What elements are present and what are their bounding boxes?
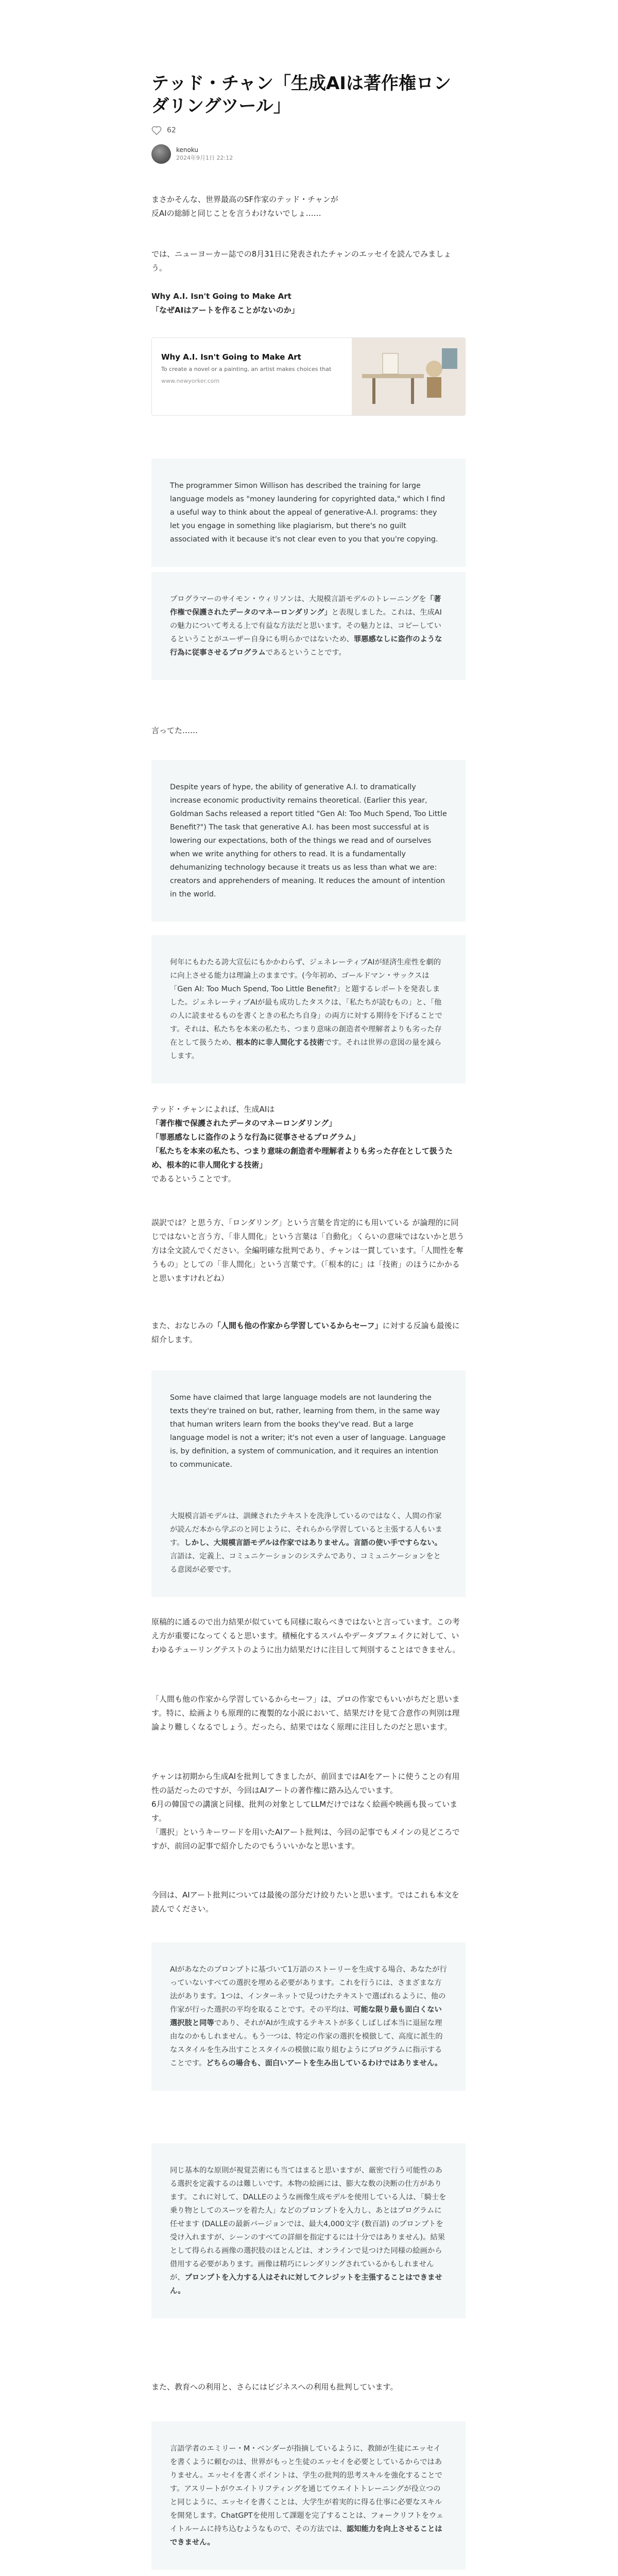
publish-date: 2024年9月1日 22:12 <box>176 155 233 161</box>
paragraph-2-part1: また、おなじみの <box>151 1321 214 1330</box>
summary-item-1: 「著作権で保護されたデータのマネーロンダリング」 <box>151 1118 337 1128</box>
quote-3-ja-part2: 言語は、定義上、コミュニケーションのシステムであり、コミュニケーションをとる意図が必要です。 <box>170 1552 441 1574</box>
like-count: 62 <box>167 126 176 134</box>
quote-4-part1: AIがあなたのプロンプトに基づいて1万語のストーリーを生成する場合、あなたが行っていないすべての選択を埋める必要があります。これを行うには、さまざまな方法があります。1つは、インターネットで見つけたテキストで選ばれるように、他の作家が行った選択の平均を取ることです。その平均は、 <box>170 1965 447 2014</box>
paragraph-6: 今回は、AIアート批判については最後の部分だけ絞りたいと思います。ではこれも本文を読んでください。 <box>151 1890 459 1913</box>
essay-title-en: Why A.I. Isn't Going to Make Art <box>151 292 291 301</box>
quote-4-bold1: 可能な限り最も面白くない選択肢と同等 <box>170 2006 442 2027</box>
summary-item-2: 「罪悪感なしに盗作のような行為に従事させるプログラム」 <box>151 1132 360 1142</box>
summary-item-3: 「私たちを本来の私たち、つまり意味の創造者や理解者よりも劣った存在として扱うため、根本的に非人間化する技術」 <box>151 1146 453 1170</box>
intro-line-2: 反AIの総師と同じことを言うわけないでしょ…… <box>151 209 321 218</box>
quote-2-ja <box>151 935 466 1083</box>
summary-tail: であるということです。 <box>151 1174 236 1183</box>
quote-2-ja-bold: 根本的に非人間化する技術 <box>236 1039 324 1047</box>
paragraph-3: 原稿的に通るので出力結果が似ていても同様に取らべきではないと言っています。この考え方が重要になってくると思います。積極化するスパムやデータブフェイクに対して、いわゆるチューリングテストのように出力結果だけに注目して判別することはできません。 <box>151 1617 460 1654</box>
quote-3-ja-bold: しかし、大規模言語モデルは作家ではありません。言語の使い手ですらない。 <box>184 1539 442 1547</box>
summary-block <box>151 1103 466 1186</box>
paragraph-5: チャンは初期から生成AIを批判してきましたが、前回まではAIをアートに使うことの有用性の話だったのですが、今回はAIアートの著作権に踏み込んでいます。 6月の韓国での講演と同様、批判の対象としてLLMだけではなく絵画や映画も扱っています。 「選択」というキーワードを用いたAIアート批判は、今回の記事でもメインの見どころですが、前回の記事で紹介したのでもういいかなと思います。 <box>151 1772 460 1851</box>
link-card-url: www.newyorker.com <box>161 378 220 384</box>
quote-3-en <box>151 1370 466 1492</box>
quote-1-ja-bold1: 「著作権で保護されたデータのマネーロンダリング」 <box>170 595 441 617</box>
paragraph-2-part2: に対する反論も最後に紹介します。 <box>151 1321 460 1344</box>
quote-1-ja-part1: プログラマーのサイモン・ウィリソンは、大規模言語モデルのトレーニングを <box>170 595 426 603</box>
summary-lead: テッド・チャンによれば、生成AIは <box>151 1105 275 1114</box>
quote-2-ja-part1: 何年にもわたる誇大宣伝にもかかわらず、ジェネレーティブAIが経済生産性を劇的に向上させる能力は理論上のままです。(今年初め、ゴールドマン・サックスは「Gen AI: Too Much Spend, Too Little Benefit?」と題するレポートを発表しました。ジェネレーティブAIが最も成功したタスクは、「私たちが読むもの」と、「他の人に読ませるものを書くときの私たち自身」の両方に対する期待を下げることです。それは、私たちを本来の私たち、つまり意味の創造者や理解者よりも劣った存在として扱うため、 <box>170 958 442 1047</box>
quote-5 <box>151 2143 466 2318</box>
intro-line-1: まさかそんな、世界最高のSF作家のテッド・チャンが <box>151 195 338 204</box>
like-section <box>151 126 466 135</box>
quote-1-en-text: The programmer Simon Willison has described the training for large language models as "money laundering for copyrighted data," which I find a useful way to think about the appeal of generative-A.I. programs: they let you engage in something like plagiarism, but there's no guilt associated with it because it's not clear even to you that you're copying. <box>170 482 445 544</box>
quote-1-ja <box>151 572 466 680</box>
quote-3-ja-part1: 大規模言語モデルは、訓練されたテキストを洗浄しているのではなく、人間の作家が読んだ本から学ぶのと同じように、それらから学習していると主張する人もいます。 <box>170 1512 442 1547</box>
quote-2-ja-part2: です。それは世界の意図の量を減らします。 <box>170 1039 442 1060</box>
intro-line-3: では、ニューヨーカー誌での8月31日に発表されたチャンのエッセイを読んでみましょう。 <box>151 249 452 273</box>
link-card-thumbnail <box>352 338 465 415</box>
paragraph-7: また、教育への利用と、さらにはビジネスへの利用も批判しています。 <box>151 2382 398 2392</box>
link-card[interactable] <box>151 337 466 416</box>
author-name[interactable]: kenoku <box>176 146 199 154</box>
article-title: テッド・チャン「生成AIは著作権ロンダリングツール」 <box>151 73 451 116</box>
link-card-desc: To create a novel or a painting, an artist makes choices that <box>161 366 332 372</box>
quote-4-bold2: どちらの場合も、面白いアートを生み出しているわけではありません。 <box>206 2059 442 2067</box>
paragraph-4: 「人間も他の作家から学習しているからセーフ」は、プロの作家でもいいがちだと思います。特に、絵画よりも原理的に複製的な小説において、結果だけを見て合意作の判別は理論より難しくなるでしょう。だったら、結果ではなく原理に注目したのだと思います。 <box>151 1694 460 1732</box>
quote-6-bold: 認知能力を向上させることはできません。 <box>170 2525 442 2547</box>
quote-2-en <box>151 760 466 922</box>
link-card-title: Why A.I. Isn't Going to Make Art <box>161 352 301 362</box>
paragraph-1: 誤訳では？と思う方、「ロンダリング」という言葉を肯定的にも用いている が論理的に同じではないと言う方、「非人間化」という言葉は「自動化」くらいの意味ではないかと思う方は全文読んでください。全編明確な批判であり、チャンは一貫しています。「人間性を奪うもの」としての「非人間化」という言葉です。（「根本的に」は「技術」のほうにかかると思いますけれどね） <box>151 1218 465 1283</box>
quote-1-ja-part3: であるということです。 <box>265 649 346 657</box>
quote-1-ja-part2: と表現しました。これは、生成AIの魅力について考える上で有益な方法だと思います。その魅力とは、コピーしているということがユーザー自身にも明らかではないため、 <box>170 608 442 643</box>
essay-title-ja: 「なぜAIはアートを作ることがないのか」 <box>151 306 299 315</box>
quote-3-en-text: Some have claimed that large language models are not laundering the texts they're trained on but, rather, learning from them, in the same way that human writers learn from the books they've read. But a large language model is not a writer; it's not even a user of language. Language is, by definition, a system of communication, and it requires an intention to communicate. <box>170 1394 446 1469</box>
quote-6-part1: 言語学者のエミリー・M・ベンダーが指摘しているように、教師が生徒にエッセイを書くように頼むのは、世界がもっと生徒のエッセイを必要としているからではありません。エッセイを書くポイントは、学生の批判的思考スキルを強化することです。アスリートがウエイトリフティングを通じてウエイトトレーニングが役立つのと同じように、エッセイを書くことは、大学生が着実的に得る仕事に必要なスキルを開発します。ChatGPTを使用して課題を完了することは、フォークリフトをウェイトルームに持ち込むようなもので、その方法では、 <box>170 2445 444 2533</box>
heart-icon[interactable] <box>151 126 162 135</box>
author-block <box>151 144 466 164</box>
quote-5-bold: プロンプトを入力する人はそれに対してクレジットを主張することはできません。 <box>170 2274 442 2295</box>
also-said: 言ってた…… <box>151 726 198 735</box>
paragraph-2 <box>151 1319 466 1347</box>
quote-4 <box>151 1942 466 2091</box>
quote-4-part2: であり、それがAIが生成するテキストが多くしばしば本当に退屈な理由なのかもしれません。もう一つは、特定の作家の選択を模倣して、高度に派生的なスタイルを生み出すことスタイルの模倣に取り組むようにプログラムに指示することです。 <box>170 2019 443 2067</box>
avatar[interactable] <box>151 144 171 164</box>
quote-3-ja <box>151 1489 466 1597</box>
paragraph-2-bold: 「人間も他の作家から学習しているからセーフ」 <box>213 1321 383 1330</box>
quote-2-en-text: Despite years of hype, the ability of generative A.I. to dramatically increase economic productivity remains theoretical. (Earlier this year, Goldman Sachs released a report titled "Gen AI: Too Much Spend, Too Little Benefit?") The task that generative A.I. has been most successful at is lowering our expectations, both of the things we read and of ourselves when we write anything for others to read. It is a fundamentally dehumanizing technology because it treats us as less than what we are: creators and apprehenders of meaning. It reduces the amount of intention in the world. <box>170 783 447 899</box>
quote-1-ja-bold2: 罪悪感なしに盗作のような行為に従事させるプログラム <box>170 635 442 657</box>
quote-6 <box>151 2421 466 2570</box>
quote-1-en <box>151 459 466 567</box>
quote-5-part1: 同じ基本的な原則が視覚芸術にも当てはまると思いますが、厳密で行う可能性のある選択を定義するのは難しいです。本物の絵画には、膨大な数の決断の仕方があります。これに対して、DALLEのような画像生成モデルを使用している人は、「騎士を乗り物としてのスーツを着た人」などのプロンプトを入力し、あとはプログラムに任せます (DALLEの最新バージョンでは、最大4,000文字 (数百語) のプロンプトを受け入れますが、シーンのすべての詳細を指定するには十分ではありません)。結果として得られる画像の選択肢のほとんどは、オンラインで見つけた同様の絵画から借用する必要があります。画像は精巧にレンダリングされているかもしれませんが、 <box>170 2166 447 2282</box>
